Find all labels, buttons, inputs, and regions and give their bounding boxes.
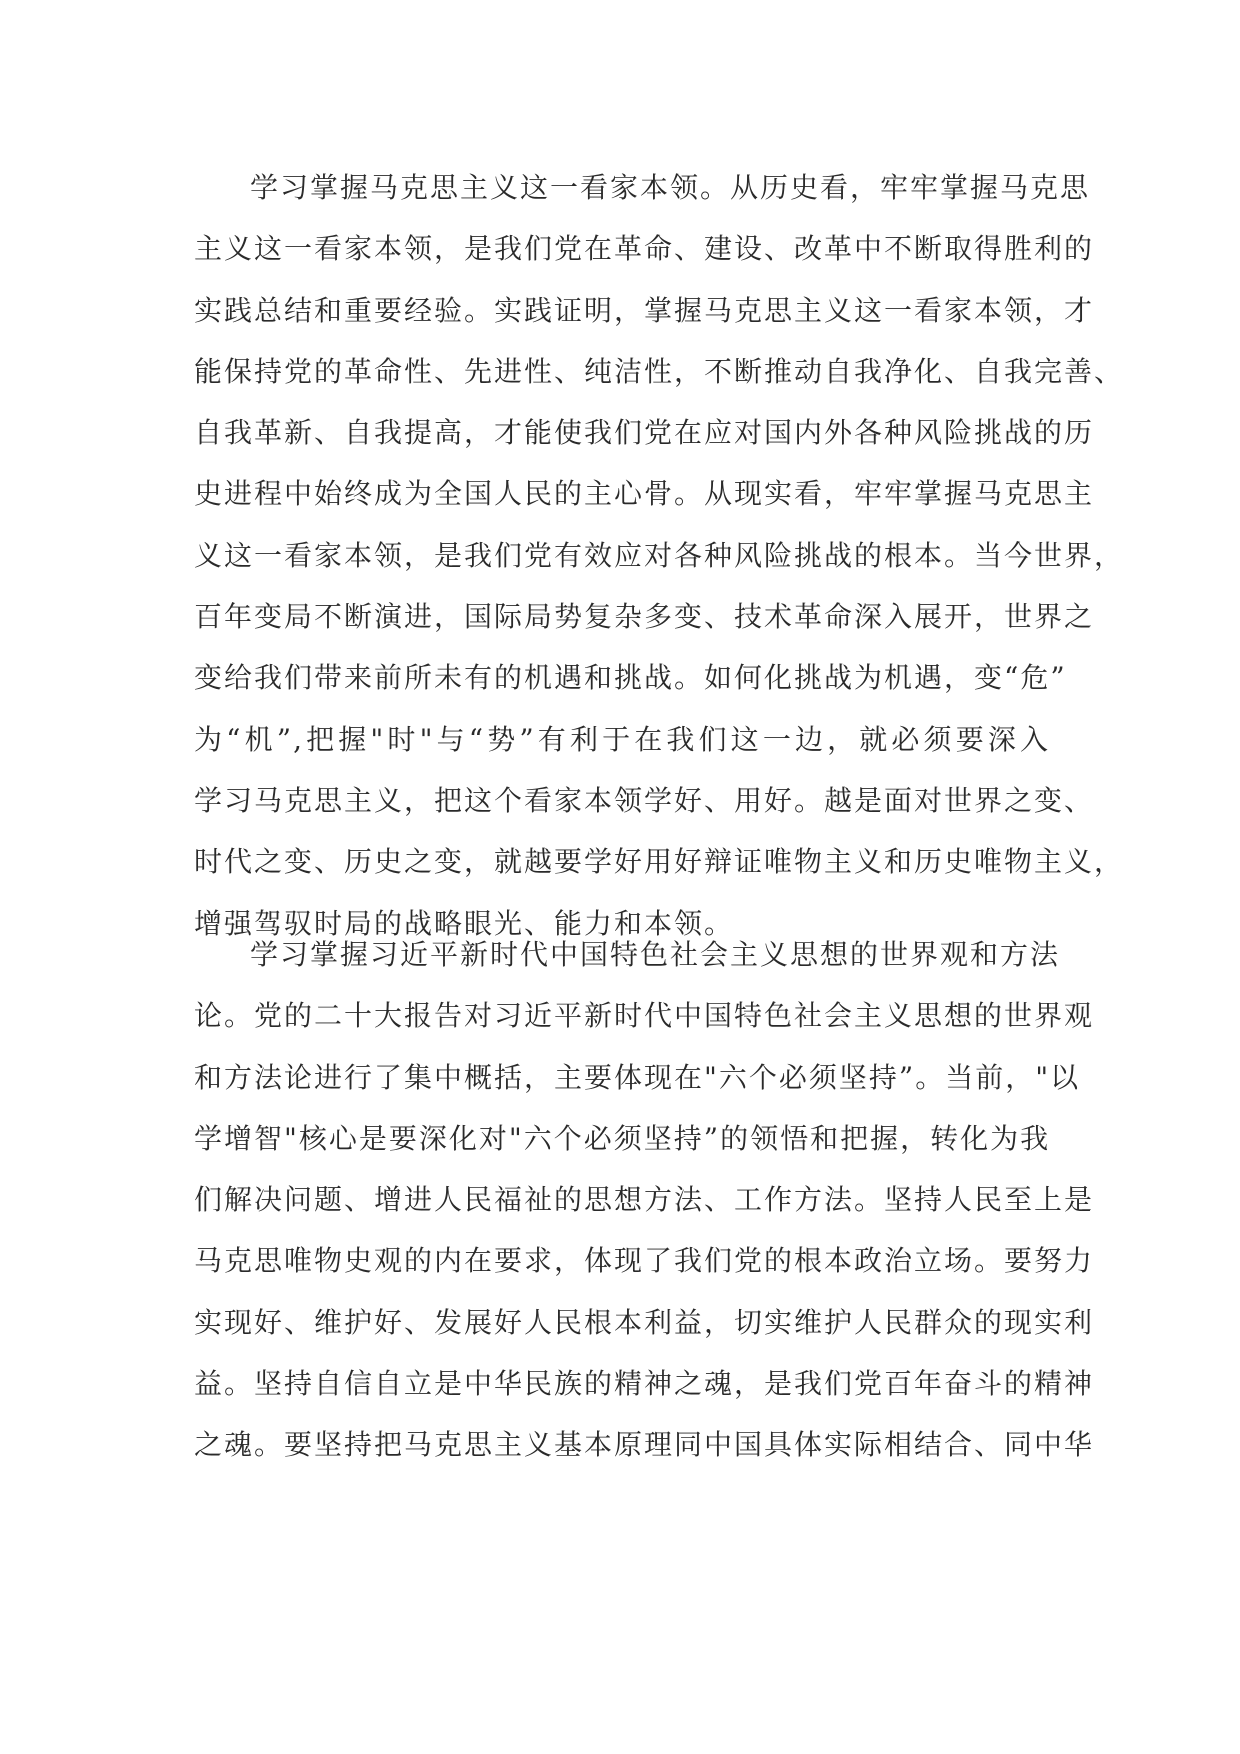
text-line: 学习掌握马克思主义这一看家本领。从历史看，牢牢掌握马克思 (250, 171, 1091, 204)
paragraph-marxism-skill (194, 157, 1125, 954)
text-line: 百年变局不断演进，国际局势复杂多变、技术革命深入展开，世界之 (194, 600, 1095, 634)
text-line: 学增智"核心是要深化对"六个必须坚持”的领悟和把握，转化为我 (194, 1121, 1051, 1155)
text-line: 史进程中始终成为全国人民的主心骨。从现实看，牢牢掌握马克思主 (194, 477, 1095, 511)
text-line: 义这一看家本领，是我们党有效应对各种风险挑战的根本。当今世界， (194, 538, 1125, 572)
text-line: 实践总结和重要经验。实践证明，掌握马克思主义这一看家本领，才 (194, 293, 1095, 327)
text-line: 益。坚持自信自立是中华民族的精神之魂，是我们党百年奋斗的精神 (194, 1367, 1095, 1401)
text-line: 学习马克思主义，把这个看家本领学好、用好。越是面对世界之变、 (194, 783, 1095, 817)
text-line: 增强驾驭时局的战略眼光、能力和本领。 (194, 906, 735, 940)
text-line: 变给我们带来前所未有的机遇和挑战。如何化挑战为机遇，变“危” (194, 661, 1067, 695)
paragraph-worldview-methodology (194, 924, 1095, 1476)
text-line: 之魂。要坚持把马克思主义基本原理同中国具体实际相结合、同中华 (194, 1428, 1095, 1462)
text-line: 为“机”,把握"时"与“势”有利于在我们这一边，就必须要深入 (194, 722, 1050, 756)
text-line: 和方法论进行了集中概括，主要体现在"六个必须坚持”。当前，"以 (194, 1060, 1081, 1094)
text-line: 实现好、维护好、发展好人民根本利益，切实维护人民群众的现实利 (194, 1305, 1095, 1339)
text-line: 主义这一看家本领，是我们党在革命、建设、改革中不断取得胜利的 (194, 232, 1095, 266)
text-line: 自我革新、自我提高，才能使我们党在应对国内外各种风险挑战的历 (194, 416, 1095, 450)
text-line: 能保持党的革命性、先进性、纯洁性，不断推动自我净化、自我完善、 (194, 354, 1125, 388)
text-line: 们解决问题、增进人民福祉的思想方法、工作方法。坚持人民至上是 (194, 1183, 1095, 1217)
text-line: 时代之变、历史之变，就越要学好用好辩证唯物主义和历史唯物主义， (194, 845, 1125, 879)
text-line: 学习掌握习近平新时代中国特色社会主义思想的世界观和方法 (250, 938, 1061, 971)
text-line: 马克思唯物史观的内在要求，体现了我们党的根本政治立场。要努力 (194, 1244, 1095, 1278)
text-line: 论。党的二十大报告对习近平新时代中国特色社会主义思想的世界观 (194, 999, 1095, 1033)
